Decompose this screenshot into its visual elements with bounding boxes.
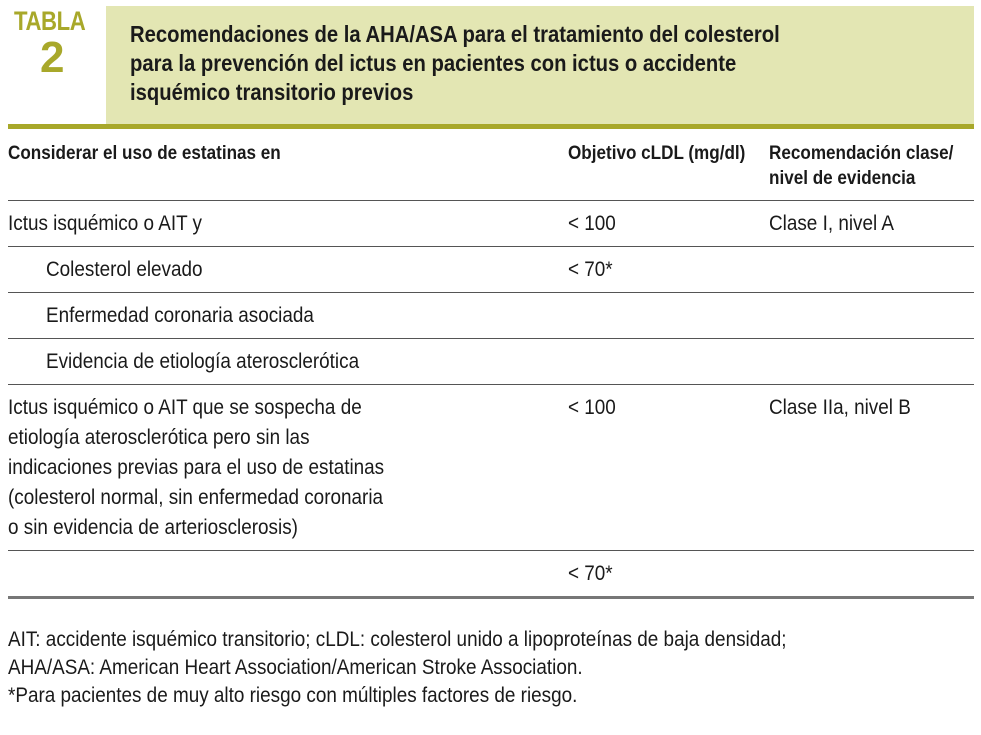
footnotes bbox=[8, 626, 953, 710]
target-cell: < 70* bbox=[568, 551, 769, 598]
recommendation-cell bbox=[769, 551, 974, 598]
header-recommendation: Recomendación clase/ nivel de evidencia bbox=[769, 129, 974, 201]
table-row bbox=[8, 201, 974, 247]
condition-cell: Enfermedad coronaria asociada bbox=[8, 293, 568, 339]
target-cell: < 100 bbox=[568, 201, 769, 247]
table-header bbox=[0, 0, 981, 124]
recommendation-cell bbox=[769, 293, 974, 339]
table-row bbox=[8, 551, 974, 598]
table-title: Recomendaciones de la AHA/ASA para el tratamiento del colesterol para la prevención del ictus en pacientes con ictus o accidente isquémico transitorio previos bbox=[130, 21, 780, 105]
table-row bbox=[8, 385, 974, 551]
target-cell: < 100 bbox=[568, 385, 769, 551]
table-row bbox=[8, 293, 974, 339]
recommendations-table bbox=[8, 129, 974, 599]
condition-cell: Evidencia de etiología aterosclerótica bbox=[8, 339, 568, 385]
condition-cell bbox=[8, 551, 568, 598]
recommendation-cell bbox=[769, 247, 974, 293]
header-row bbox=[8, 129, 974, 201]
condition-cell: Colesterol elevado bbox=[8, 247, 568, 293]
footnote-aha-asa: AHA/ASA: American Heart Association/American Stroke Association. bbox=[8, 656, 583, 679]
target-cell: < 70* bbox=[568, 247, 769, 293]
recommendation-cell: Clase I, nivel A bbox=[769, 201, 974, 247]
footnote-asterisk: *Para pacientes de muy alto riesgo con múltiples factores de riesgo. bbox=[8, 684, 578, 707]
footnote-abbreviations: AIT: accidente isquémico transitorio; cLDL: colesterol unido a lipoproteínas de baja densidad; bbox=[8, 628, 787, 651]
recommendation-cell bbox=[769, 339, 974, 385]
condition-cell: Ictus isquémico o AIT que se sospecha de etiología aterosclerótica pero sin las indicaciones previas para el uso de estatinas (colesterol normal, sin enfermedad coronaria o sin evidencia de arteriosclerosis) bbox=[8, 385, 568, 551]
table-row bbox=[8, 339, 974, 385]
table-row bbox=[8, 247, 974, 293]
target-cell bbox=[568, 339, 769, 385]
recommendation-cell: Clase IIa, nivel B bbox=[769, 385, 974, 551]
table-label: TABLA bbox=[14, 6, 86, 36]
condition-cell: Ictus isquémico o AIT y bbox=[8, 201, 568, 247]
table-number: 2 bbox=[40, 33, 65, 82]
target-cell bbox=[568, 293, 769, 339]
title-box bbox=[106, 6, 974, 124]
header-target: Objetivo cLDL (mg/dl) bbox=[568, 129, 769, 201]
header-condition: Considerar el uso de estatinas en bbox=[8, 129, 568, 201]
